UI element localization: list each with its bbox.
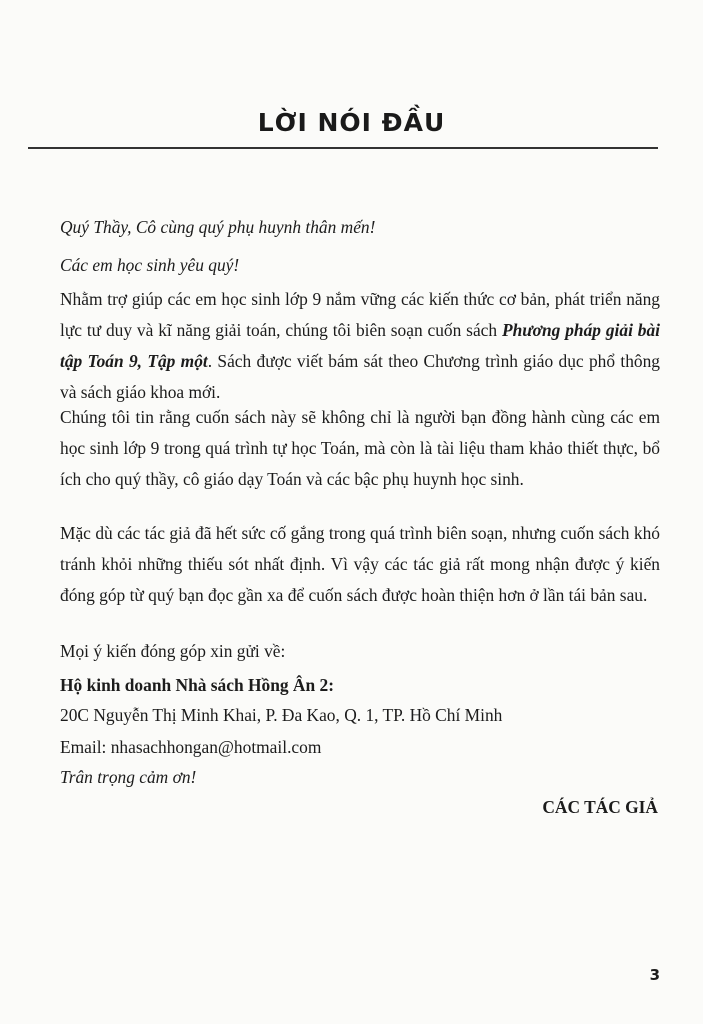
greeting-teachers-parents: Quý Thầy, Cô cùng quý phụ huynh thân mến!: [60, 217, 376, 237]
book-title: Phương pháp giải bài tập Toán 9, Tập một: [60, 320, 660, 371]
signature: CÁC TÁC GIẢ: [542, 797, 658, 817]
title-rule: [28, 147, 658, 149]
page-title: LỜI NÓI ĐẦU: [257, 108, 446, 137]
publisher-email: Email: nhasachhongan@hotmail.com: [60, 737, 322, 757]
publisher-address: 20C Nguyễn Thị Minh Khai, P. Đa Kao, Q. 1, TP. Hồ Chí Minh: [60, 705, 503, 725]
paragraph-purpose-after: . Sách được viết bám sát theo Chương trình giáo dục phổ thông và sách giáo khoa mới.: [60, 351, 661, 402]
paragraph-purpose-before: Nhằm trợ giúp các em học sinh lớp 9 nắm vững các kiến thức cơ bản, phát triển năng lực tư duy và kĩ năng giải toán, chúng tôi biên soạn cuốn sách: [60, 289, 660, 340]
paragraph-feedback: Mặc dù các tác giả đã hết sức cố gắng trong quá trình biên soạn, nhưng cuốn sách khó tránh khỏi những thiếu sót nhất định. Vì vậy các tác giả rất mong nhận được ý kiến đóng góp từ quý bạn đọc gần xa để cuốn sách được hoàn thiện hơn ở lần tái bản sau.: [60, 523, 660, 605]
greeting-students: Các em học sinh yêu quý!: [60, 255, 240, 275]
thanks-line: Trân trọng cảm ơn!: [60, 767, 197, 787]
page-number: 3: [649, 966, 660, 984]
contact-intro: Mọi ý kiến đóng góp xin gửi về:: [60, 641, 286, 661]
paragraph-belief: Chúng tôi tin rằng cuốn sách này sẽ không chỉ là người bạn đồng hành cùng các em học sinh lớp 9 trong quá trình tự học Toán, mà còn là tài liệu tham khảo thiết thực, bổ ích cho quý thầy, cô giáo dạy Toán và các bậc phụ huynh học sinh.: [60, 407, 660, 489]
publisher-name: Hộ kinh doanh Nhà sách Hồng Ân 2:: [60, 675, 334, 695]
paragraph-purpose: [60, 284, 660, 408]
